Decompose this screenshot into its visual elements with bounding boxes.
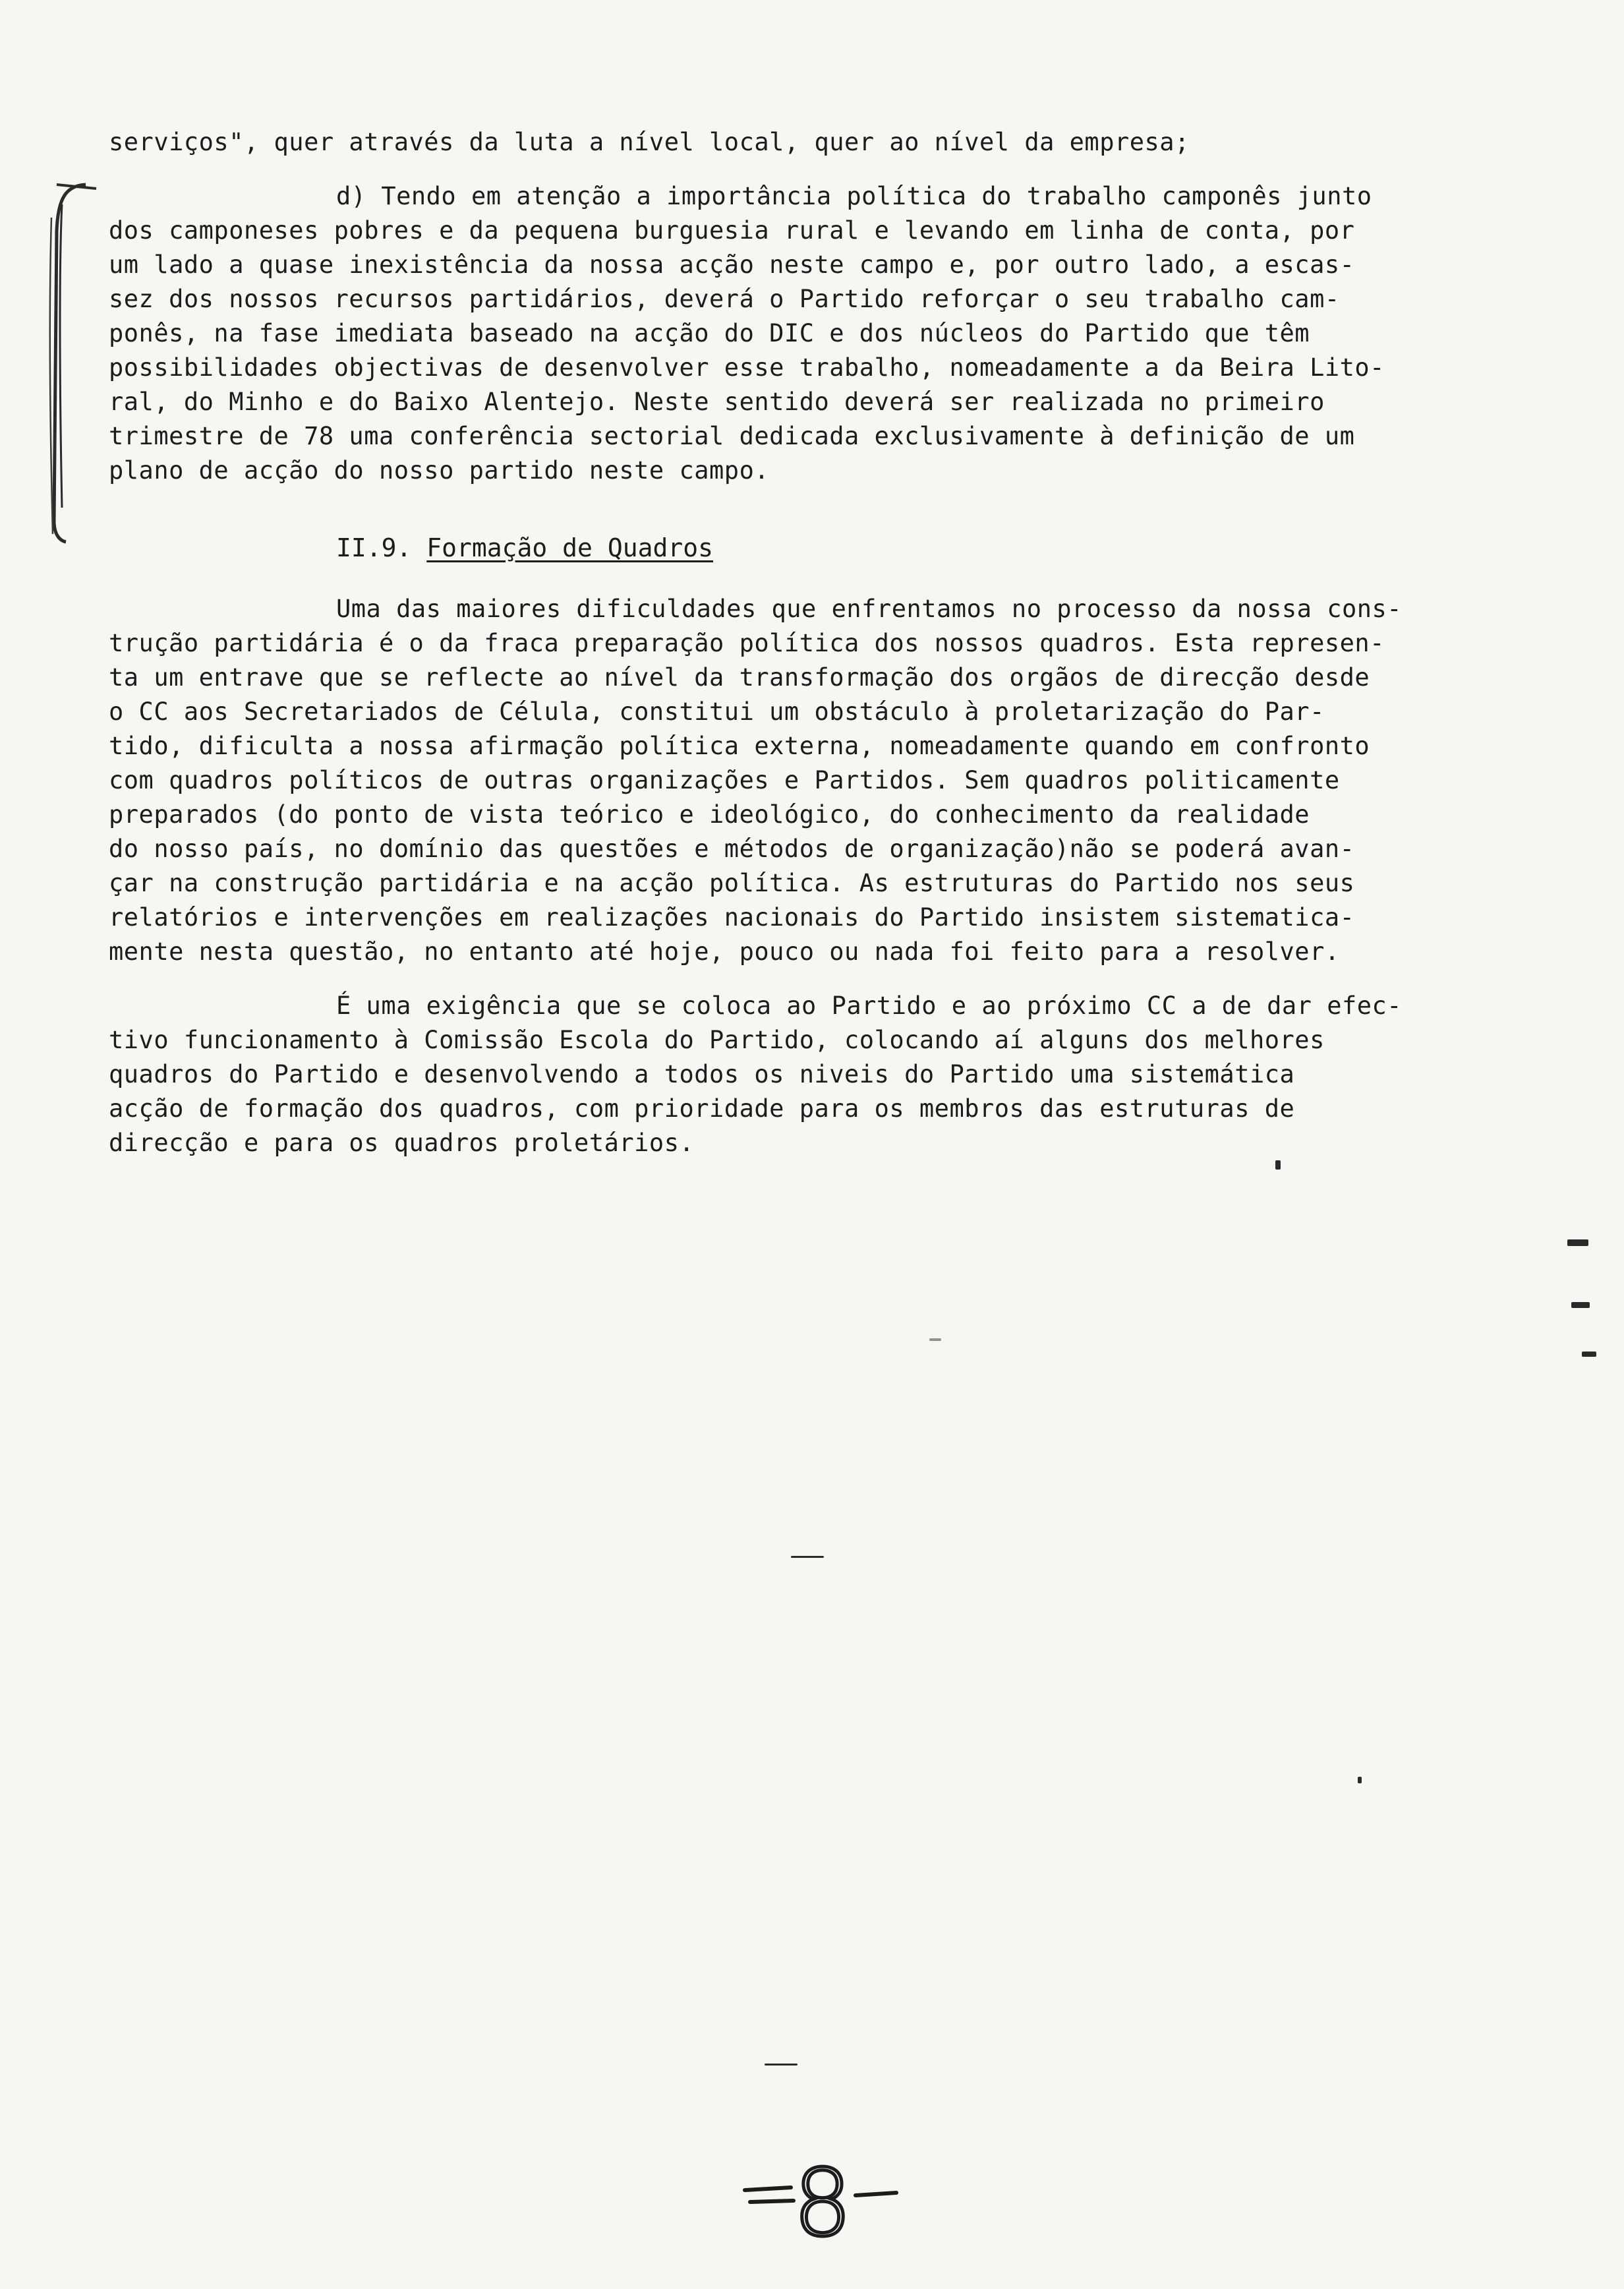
text-line: mente nesta questão, no entanto até hoje, pouco ou nada foi feito para a resolver. bbox=[109, 937, 1340, 966]
page-number-dash bbox=[745, 2187, 791, 2190]
section-heading bbox=[336, 531, 713, 565]
text-line: É uma exigência que se coloca ao Partido e ao próximo CC a de dar efec- bbox=[336, 992, 1403, 1020]
text-line: d) Tendo em atenção a importância política do trabalho camponês junto bbox=[336, 182, 1372, 210]
text-line: o CC aos Secretariados de Célula, constitui um obstáculo à proletarização do Par- bbox=[109, 698, 1325, 726]
top-line-block bbox=[109, 125, 1526, 160]
page-number-dash bbox=[856, 2193, 896, 2195]
text-line: relatórios e intervenções em realizações nacionais do Partido insistem sistematica- bbox=[109, 903, 1355, 932]
paragraph-1 bbox=[109, 592, 1526, 969]
text-line: sez dos nossos recursos partidários, deverá o Partido reforçar o seu trabalho cam- bbox=[109, 285, 1340, 313]
scan-mark bbox=[1571, 1302, 1590, 1308]
text-line: tivo funcionamento à Comissão Escola do Partido, colocando aí alguns dos melhores bbox=[109, 1026, 1325, 1054]
scan-mark bbox=[765, 2064, 798, 2066]
text-line: serviços", quer através da luta a nível local, quer ao nível da empresa; bbox=[109, 128, 1190, 156]
text-line: plano de acção do nosso partido neste campo. bbox=[109, 456, 770, 485]
scan-mark bbox=[1358, 1777, 1362, 1783]
text-line: trimestre de 78 uma conferência sectorial dedicada exclusivamente à definição de um bbox=[109, 422, 1355, 450]
text-line: dos camponeses pobres e da pequena burguesia rural e levando em linha de conta, por bbox=[109, 216, 1355, 245]
page-number bbox=[738, 2149, 910, 2248]
text-line: tido, dificulta a nossa afirmação política externa, nomeadamente quando em confronto bbox=[109, 732, 1370, 760]
text-line: preparados (do ponto de vista teórico e ideológico, do conhecimento da realidade bbox=[109, 800, 1310, 829]
page-number-drawing bbox=[738, 2149, 910, 2248]
text-line: çar na construção partidária e na acção política. As estruturas do Partido nos seus bbox=[109, 869, 1355, 897]
text-line: um lado a quase inexistência da nossa acção neste campo e, por outro lado, a escas- bbox=[109, 251, 1355, 279]
text-line: quadros do Partido e desenvolvendo a todos os niveis do Partido uma sistemática bbox=[109, 1060, 1295, 1088]
paragraph-2 bbox=[109, 989, 1526, 1160]
scan-mark bbox=[791, 1556, 824, 1558]
page-number-digit: 8 bbox=[793, 2150, 852, 2248]
text-line: ral, do Minho e do Baixo Alentejo. Neste sentido deverá ser realizada no primeiro bbox=[109, 388, 1325, 416]
margin-bracket-mark bbox=[40, 178, 99, 547]
text-line: possibilidades objectivas de desenvolver esse trabalho, nomeadamente a da Beira Lito- bbox=[109, 353, 1385, 382]
section-title: Formação de Quadros bbox=[426, 533, 713, 562]
text-line: acção de formação dos quadros, com prioridade para os membros das estruturas de bbox=[109, 1094, 1295, 1123]
scan-mark bbox=[1275, 1160, 1281, 1170]
page-number-dash bbox=[750, 2201, 794, 2202]
section-number: II.9. bbox=[336, 533, 412, 562]
text-line: do nosso país, no domínio das questões e métodos de organização)não se poderá avan- bbox=[109, 835, 1355, 863]
text-line: ta um entrave que se reflecte ao nível da transformação dos orgãos de direcção desde bbox=[109, 663, 1370, 692]
scan-mark bbox=[1582, 1352, 1596, 1357]
text-line: ponês, na fase imediata baseado na acção do DIC e dos núcleos do Partido que têm bbox=[109, 319, 1310, 347]
text-line: trução partidária é o da fraca preparação política dos nossos quadros. Esta represen- bbox=[109, 629, 1385, 657]
paragraph-d bbox=[109, 179, 1526, 488]
text-line: Uma das maiores dificuldades que enfrentamos no processo da nossa cons- bbox=[336, 595, 1403, 623]
scan-mark bbox=[929, 1338, 941, 1341]
scan-mark bbox=[1567, 1239, 1588, 1246]
text-line: com quadros políticos de outras organizações e Partidos. Sem quadros politicamente bbox=[109, 766, 1340, 794]
text-line: direcção e para os quadros proletários. bbox=[109, 1129, 695, 1157]
